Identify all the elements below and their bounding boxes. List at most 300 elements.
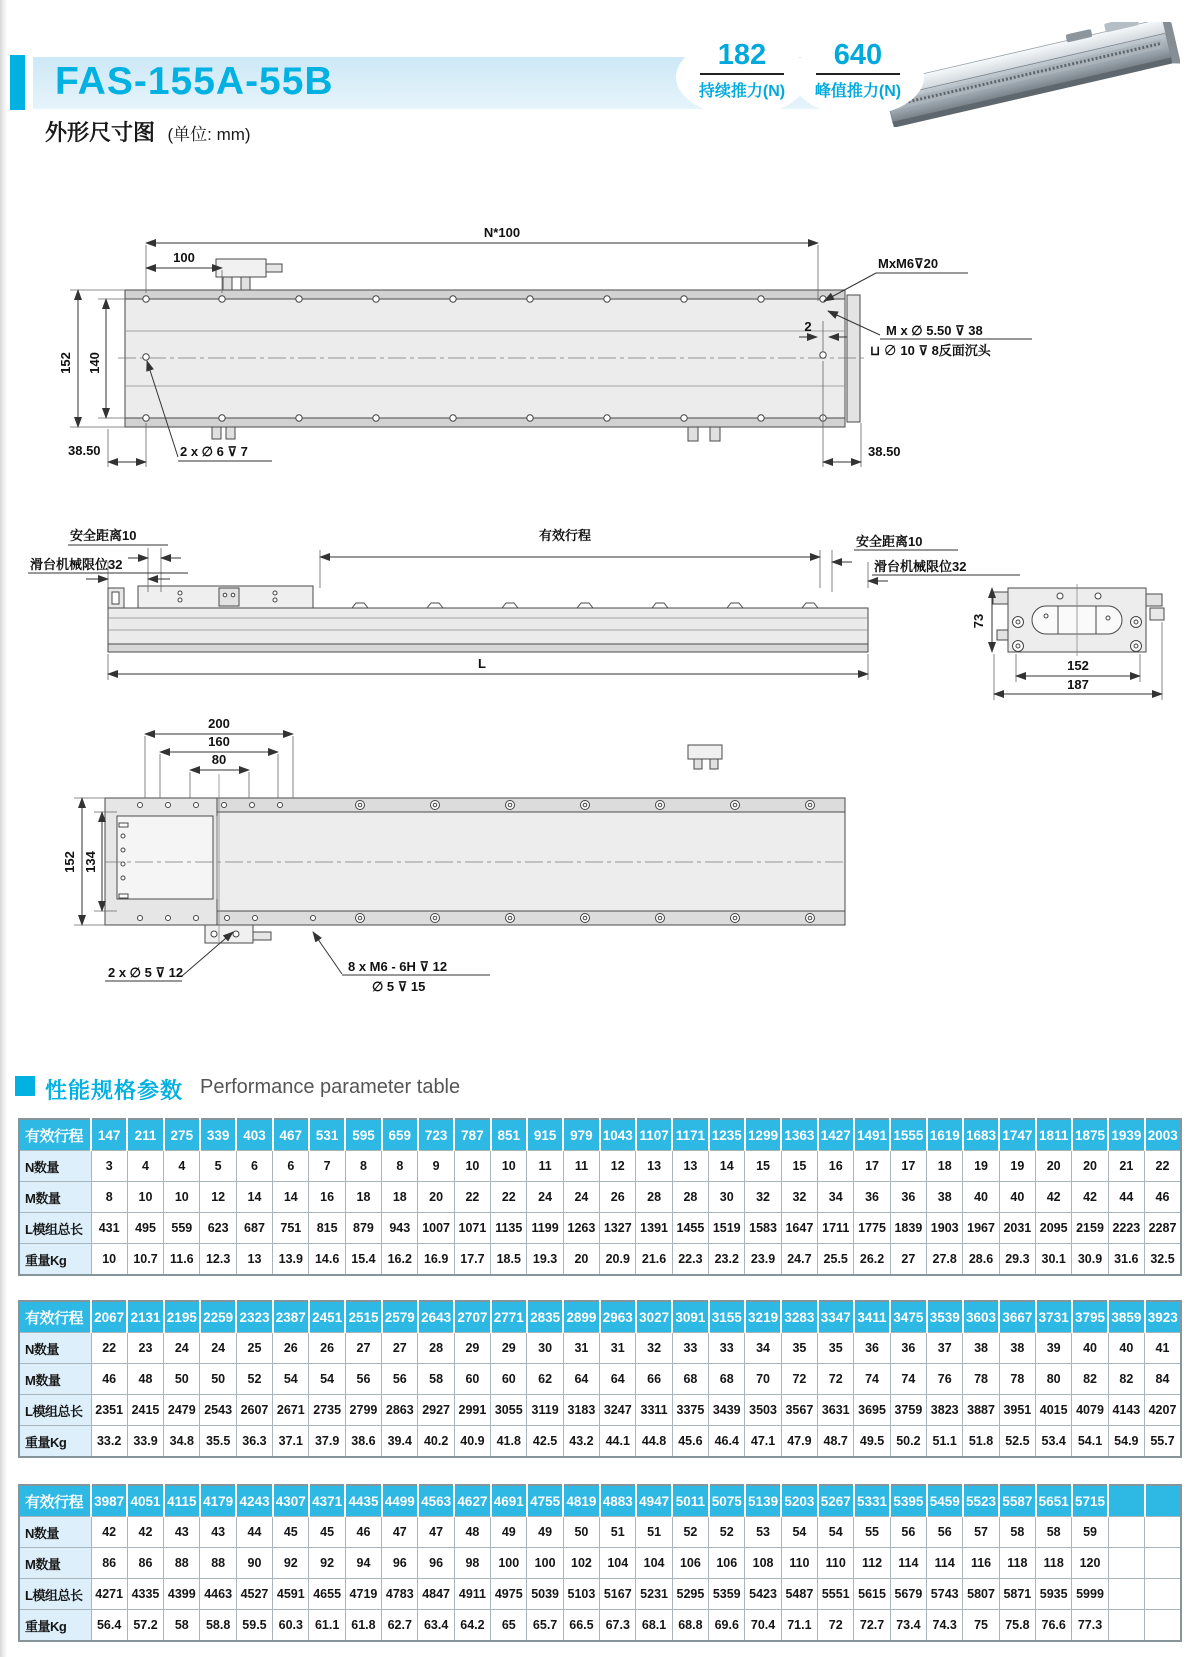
cell-value: 1583 [745,1213,781,1244]
cell-value: 39.4 [382,1426,418,1458]
cell-value: 30 [527,1333,563,1364]
cell-value: 623 [200,1213,236,1244]
cell-value: 29 [454,1333,490,1364]
cell-value: 34 [745,1333,781,1364]
cell-value: 35 [781,1333,817,1364]
cell-value: 2671 [273,1395,309,1426]
drawing-side-view [20,500,1180,705]
stroke-value: 1491 [854,1119,890,1151]
row-label: M数量 [19,1364,91,1395]
cell-value: 32 [745,1182,781,1213]
performance-table-2 [18,1300,1182,1458]
stroke-value: 2771 [491,1301,527,1333]
cell-value: 68 [672,1364,708,1395]
dim-n100: N*100 [483,225,521,240]
stroke-value: 2067 [91,1301,127,1333]
row-label: N数量 [19,1517,91,1548]
label-safety-left: 安全距离10 [70,528,137,543]
cell-value: 18 [382,1182,418,1213]
cell-value: 1519 [709,1213,745,1244]
cell-value: 42.5 [527,1426,563,1458]
stroke-value: 3859 [1108,1301,1144,1333]
param-row [19,1610,1181,1642]
cell-value: 5423 [745,1579,781,1610]
cell-value: 54 [309,1364,345,1395]
cell-value: 86 [91,1548,127,1579]
cell-value: 751 [273,1213,309,1244]
stroke-value: 723 [418,1119,454,1151]
cell-value: 8 [382,1151,418,1182]
row-label: L模组总长 [19,1395,91,1426]
dim-80: 80 [211,752,227,767]
cell-value: 2991 [454,1395,490,1426]
cell-value: 19 [963,1151,999,1182]
performance-table-1 [18,1118,1182,1276]
stroke-value: 4179 [200,1485,236,1517]
cell-value: 2095 [1036,1213,1072,1244]
stroke-value: 3731 [1036,1301,1072,1333]
cell-value: 38 [927,1182,963,1213]
cell-value: 5999 [1072,1579,1108,1610]
stroke-value: 5267 [818,1485,854,1517]
cell-value: 4207 [1145,1395,1181,1426]
cell-value: 1007 [418,1213,454,1244]
cell-value: 11.6 [164,1244,200,1276]
stroke-header-row [19,1485,1181,1517]
stroke-header-label: 有效行程 [19,1301,91,1333]
cell-value: 35 [818,1333,854,1364]
cell-value: 90 [236,1548,272,1579]
dim-200: 200 [208,716,230,731]
cell-value: 50 [563,1517,599,1548]
cell-value: 100 [491,1548,527,1579]
cell-value: 687 [236,1213,272,1244]
row-label: M数量 [19,1182,91,1213]
cell-value: 4335 [127,1579,163,1610]
stroke-value: 5203 [781,1485,817,1517]
cell-value: 28.6 [963,1244,999,1276]
cell-value: 21.6 [636,1244,672,1276]
cell-value: 5743 [927,1579,963,1610]
cell-value: 8 [345,1151,381,1182]
cell-value: 108 [745,1548,781,1579]
cell-value: 4911 [454,1579,490,1610]
cell-value: 15 [745,1151,781,1182]
stroke-value: 5587 [999,1485,1035,1517]
stroke-value: 3603 [963,1301,999,1333]
cell-value: 60 [491,1364,527,1395]
cell-value: 51.1 [927,1426,963,1458]
cell-value: 59 [1072,1517,1108,1548]
cell-value: 13 [236,1244,272,1276]
cell-value: 58 [999,1517,1035,1548]
cell-value: 879 [345,1213,381,1244]
cell-value: 10 [164,1182,200,1213]
cell-value: 26 [273,1333,309,1364]
cell-value: 51 [636,1517,672,1548]
cell-value: 14.6 [309,1244,345,1276]
stroke-value: 1427 [818,1119,854,1151]
cell-value: 38 [999,1333,1035,1364]
cell-value: 48.7 [818,1426,854,1458]
cell-value: 63.4 [418,1610,454,1642]
stroke-value: 1619 [927,1119,963,1151]
dim-2: 2 [804,319,812,334]
dim-187: 187 [1067,677,1089,692]
row-label: L模组总长 [19,1579,91,1610]
cell-value: 29.3 [999,1244,1035,1276]
cell-value: 41.8 [491,1426,527,1458]
cell-value: 33 [709,1333,745,1364]
cell-value: 51 [600,1517,636,1548]
cell-value: 100 [527,1548,563,1579]
cell-value: 1839 [890,1213,926,1244]
cell-value: 52 [672,1517,708,1548]
cell-value: 53.4 [1036,1426,1072,1458]
cell-value: 6 [236,1151,272,1182]
cell-value: 22 [454,1182,490,1213]
cell-value: 58 [1036,1517,1072,1548]
cell-value: 13.9 [273,1244,309,1276]
cell-value: 7 [309,1151,345,1182]
cell-value: 20.9 [600,1244,636,1276]
cell-value: 41 [1145,1333,1181,1364]
cell-value: 30.9 [1072,1244,1108,1276]
label-side-hole-1: M x ∅ 5.50 ⊽ 38 [886,323,983,338]
cell-value: 20 [563,1244,599,1276]
stroke-value: 1107 [636,1119,672,1151]
stroke-value: 5075 [709,1485,745,1517]
cell-value: 23.2 [709,1244,745,1276]
cell-value: 11 [527,1151,563,1182]
cell-value: 75 [963,1610,999,1642]
cell-value: 16 [309,1182,345,1213]
stroke-value: 5331 [854,1485,890,1517]
stroke-value: 3923 [1145,1301,1181,1333]
cell-value: 37.1 [273,1426,309,1458]
cell-value: 38.6 [345,1426,381,1458]
cell-value: 61.8 [345,1610,381,1642]
cell-value: 10 [91,1244,127,1276]
cell-value: 118 [1036,1548,1072,1579]
cell-value: 96 [418,1548,454,1579]
cell-value: 8 [91,1182,127,1213]
cell-value: 24 [200,1333,236,1364]
cell-value [1108,1517,1144,1548]
stroke-value [1108,1485,1144,1517]
cell-value: 2799 [345,1395,381,1426]
cell-value: 3119 [527,1395,563,1426]
cell-value: 40.9 [454,1426,490,1458]
badge-rule [816,73,900,75]
label-limit-left: 滑台机械限位32 [30,557,123,572]
stroke-value: 5651 [1036,1485,1072,1517]
cell-value: 26.2 [854,1244,890,1276]
cell-value: 80 [1036,1364,1072,1395]
cell-value: 2031 [999,1213,1035,1244]
stroke-value: 1235 [709,1119,745,1151]
cell-value: 55 [854,1517,890,1548]
stroke-value: 3795 [1072,1301,1108,1333]
cell-value: 3887 [963,1395,999,1426]
cell-value: 50 [164,1364,200,1395]
stroke-value: 2899 [563,1301,599,1333]
cell-value: 46.4 [709,1426,745,1458]
param-row [19,1244,1181,1276]
cell-value: 54.9 [1108,1426,1144,1458]
cell-value: 42 [127,1517,163,1548]
stroke-value: 5715 [1072,1485,1108,1517]
cell-value: 76 [927,1364,963,1395]
dim-3850-right: 38.50 [868,444,901,459]
cell-value: 51.8 [963,1426,999,1458]
cell-value: 54.1 [1072,1426,1108,1458]
stroke-value: 3987 [91,1485,127,1517]
param-row [19,1548,1181,1579]
cell-value: 39 [1036,1333,1072,1364]
cell-value: 43 [200,1517,236,1548]
cell-value: 4399 [164,1579,200,1610]
cell-value: 22 [91,1333,127,1364]
cell-value: 5551 [818,1579,854,1610]
cell-value: 36 [854,1182,890,1213]
cell-value: 16.9 [418,1244,454,1276]
cell-value: 54 [781,1517,817,1548]
dim-73: 73 [971,613,986,629]
cell-value: 110 [781,1548,817,1579]
cell-value: 3695 [854,1395,890,1426]
cell-value: 70.4 [745,1610,781,1642]
cell-value: 3055 [491,1395,527,1426]
cell-value: 17.7 [454,1244,490,1276]
stroke-value: 2387 [273,1301,309,1333]
cell-value: 14 [236,1182,272,1213]
cell-value: 68.1 [636,1610,672,1642]
cell-value: 32.5 [1145,1244,1181,1276]
section-square-icon [15,1076,35,1096]
cell-value: 114 [890,1548,926,1579]
cell-value: 5615 [854,1579,890,1610]
stroke-value: 3027 [636,1301,672,1333]
stroke-value: 2579 [382,1301,418,1333]
cell-value: 47.9 [781,1426,817,1458]
cell-value: 49.5 [854,1426,890,1458]
badge-rule [700,73,784,75]
param-row [19,1426,1181,1458]
cell-value: 106 [672,1548,708,1579]
cell-value: 1775 [854,1213,890,1244]
cell-value: 94 [345,1548,381,1579]
cell-value: 18.5 [491,1244,527,1276]
cell-value: 3567 [781,1395,817,1426]
cell-value: 943 [382,1213,418,1244]
cell-value: 92 [273,1548,309,1579]
drawing-unit-note: (单位: mm) [167,125,251,144]
stroke-value: 595 [345,1119,381,1151]
drawing-section-title: 外形尺寸图 [45,120,156,145]
cell-value: 40 [963,1182,999,1213]
cell-value [1145,1579,1181,1610]
cell-value: 10.7 [127,1244,163,1276]
stroke-value: 4307 [273,1485,309,1517]
cell-value: 3631 [818,1395,854,1426]
cell-value: 52 [709,1517,745,1548]
stroke-value: 2323 [236,1301,272,1333]
stroke-value: 275 [164,1119,200,1151]
cell-value: 31 [563,1333,599,1364]
cell-value: 33.9 [127,1426,163,1458]
cell-value: 88 [200,1548,236,1579]
cell-value: 2735 [309,1395,345,1426]
cell-value: 815 [309,1213,345,1244]
peak-thrust-value: 640 [833,39,883,71]
cell-value: 66 [636,1364,672,1395]
stroke-value: 787 [454,1119,490,1151]
cell-value: 40 [1108,1333,1144,1364]
cell-value [1108,1548,1144,1579]
stroke-value: 2643 [418,1301,454,1333]
label-stroke: 有效行程 [538,528,592,543]
cell-value: 47 [418,1517,454,1548]
dim-L: L [478,656,486,671]
cell-value: 18 [927,1151,963,1182]
cell-value: 4655 [309,1579,345,1610]
cell-value: 5 [200,1151,236,1182]
stroke-value: 4819 [563,1485,599,1517]
cell-value: 45 [273,1517,309,1548]
cell-value: 27 [345,1333,381,1364]
cell-value: 2607 [236,1395,272,1426]
cell-value: 44.8 [636,1426,672,1458]
label-2xd5: 2 x ∅ 5 ⊽ 12 [108,965,184,980]
cell-value: 4015 [1036,1395,1072,1426]
cross-section-geometry [993,584,1164,656]
cell-value: 52 [236,1364,272,1395]
cell-value: 48 [127,1364,163,1395]
cell-value: 24.7 [781,1244,817,1276]
cell-value: 23.9 [745,1244,781,1276]
stroke-value: 1875 [1072,1119,1108,1151]
cell-value: 74 [854,1364,890,1395]
label-2xd6: 2 x ∅ 6 ⊽ 7 [180,444,248,459]
cell-value: 82 [1072,1364,1108,1395]
stroke-value: 4115 [164,1485,200,1517]
cell-value [1108,1610,1144,1642]
cell-value: 69.6 [709,1610,745,1642]
cell-value: 54 [273,1364,309,1395]
stroke-value: 4563 [418,1485,454,1517]
label-mxm6: MxM6⊽20 [878,256,939,271]
cell-value: 5039 [527,1579,563,1610]
cell-value: 53 [745,1517,781,1548]
stroke-value: 1747 [999,1119,1035,1151]
cell-value: 33 [672,1333,708,1364]
cell-value: 72.7 [854,1610,890,1642]
cell-value: 64 [600,1364,636,1395]
stroke-value: 5139 [745,1485,781,1517]
cell-value: 42 [1036,1182,1072,1213]
cell-value: 45 [309,1517,345,1548]
cell-value: 20 [1036,1151,1072,1182]
cell-value: 34 [818,1182,854,1213]
cell-value: 66.5 [563,1610,599,1642]
cell-value: 92 [309,1548,345,1579]
cell-value: 78 [999,1364,1035,1395]
cell-value: 58.8 [200,1610,236,1642]
cell-value: 68.8 [672,1610,708,1642]
cell-value: 50 [200,1364,236,1395]
stroke-value: 2131 [127,1301,163,1333]
cell-value: 72 [818,1364,854,1395]
continuous-thrust-value: 182 [717,39,767,71]
stroke-header-row [19,1119,1181,1151]
cell-value: 19.3 [527,1244,563,1276]
cell-value: 22.3 [672,1244,708,1276]
cell-value: 4847 [418,1579,454,1610]
stroke-value: 4243 [236,1485,272,1517]
stroke-header-row [19,1301,1181,1333]
param-row [19,1182,1181,1213]
cell-value: 28 [418,1333,454,1364]
cell-value: 65 [491,1610,527,1642]
continuous-thrust-label: 持续推力(N) [698,83,786,100]
cell-value: 98 [454,1548,490,1579]
cell-value: 96 [382,1548,418,1579]
performance-table-3 [18,1484,1182,1642]
stroke-header-label: 有效行程 [19,1485,91,1517]
stroke-value: 1683 [963,1119,999,1151]
stroke-value: 2707 [454,1301,490,1333]
cell-value: 5295 [672,1579,708,1610]
title-accent-bar [10,55,25,110]
cell-value: 19 [999,1151,1035,1182]
row-label: 重量Kg [19,1426,91,1458]
cell-value: 14 [273,1182,309,1213]
cell-value: 59.5 [236,1610,272,1642]
param-row [19,1364,1181,1395]
cell-value: 10 [454,1151,490,1182]
stroke-value: 4627 [454,1485,490,1517]
cell-value: 60 [454,1364,490,1395]
label-d5-15: ∅ 5 ⊽ 15 [372,979,426,994]
cell-value: 16 [818,1151,854,1182]
param-row [19,1151,1181,1182]
cell-value: 4527 [236,1579,272,1610]
stroke-value: 4051 [127,1485,163,1517]
cell-value: 3439 [709,1395,745,1426]
cell-value: 56 [927,1517,963,1548]
stroke-value: 2195 [164,1301,200,1333]
cell-value: 38 [963,1333,999,1364]
cell-value: 36.3 [236,1426,272,1458]
cell-value: 49 [491,1517,527,1548]
cell-value: 5487 [781,1579,817,1610]
cell-value: 1391 [636,1213,672,1244]
dim-140: 140 [87,352,102,374]
cell-value: 1647 [781,1213,817,1244]
thrust-badge-peak [792,38,924,108]
cell-value: 4975 [491,1579,527,1610]
cell-value: 71.1 [781,1610,817,1642]
dim-3850-left: 38.50 [68,443,101,458]
cell-value: 104 [636,1548,672,1579]
stroke-value: 2963 [600,1301,636,1333]
cell-value: 15.4 [345,1244,381,1276]
cell-value: 120 [1072,1548,1108,1579]
param-row [19,1395,1181,1426]
stroke-value: 4371 [309,1485,345,1517]
cell-value: 3183 [563,1395,599,1426]
